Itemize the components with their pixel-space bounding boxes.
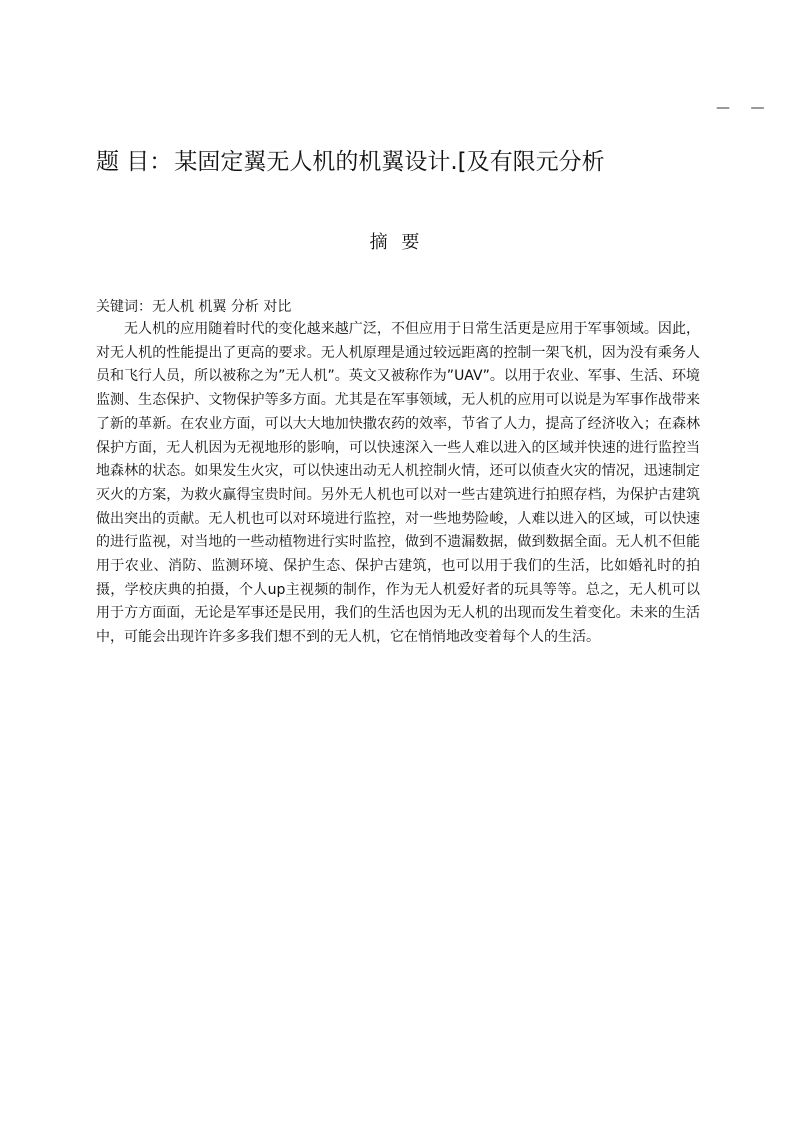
abstract-body: 无人机的应用随着时代的变化越来越广泛，不但应用于日常生活更是应用于军事领域。因此，对无人机的性能提出了更高的要求。无人机原理是通过较远距离的控制一架飞机，因为没有乘务人员和飞行人员，所以被称之为”无人机”。英文又被称作为”UAV”。以用于农业、军事、生活、环境监测、生态保护、文物保护等多方面。尤其是在军事领域，无人机的应用可以说是为军事作战带来了新的革新。在农业方面，可以大大地加快撒农药的效率，节省了人力，提高了经济收入；在森林保护方面，无人机因为无视地形的影响，可以快速深入一些人难以进入的区域并快速的进行监控当地森林的状态。如果发生火灾，可以快速出动无人机控制火情，还可以侦查火灾的情况，迅速制定灭火的方案，为救火赢得宝贵时间。另外无人机也可以对一些古建筑进行拍照存档，为保护古建筑做出突出的贡献。无人机也可以对环境进行监控，对一些地势险峻，人难以进入的区域，可以快速的进行监视，对当地的一些动植物进行实时监控，做到不遗漏数据，做到数据全面。无人机不但能用于农业、消防、监测环境、保护生态、保护古建筑，也可以用于我们的生活，比如婚礼时的拍摄，学校庆典的拍摄，个人up主视频的制作，作为无人机爱好者的玩具等等。总之，无人机可以用于方方面面，无论是军事还是民用，我们的生活也因为无人机的出现而发生着变化。未来的生活中，可能会出现许许多多我们想不到的无人机，它在悄悄地改变着每个人的生活。 [96, 321, 700, 646]
document-title [96, 143, 605, 176]
abstract-heading: 摘 要 [369, 232, 424, 253]
title-label: 题 目： [96, 149, 173, 175]
keywords-line: 关键词：无人机 机翼 分析 对比 [96, 299, 292, 315]
title-text: 某固定翼无人机的机翼设计.[及有限元分析 [174, 149, 605, 175]
header-corner-mark: — — [716, 100, 773, 116]
